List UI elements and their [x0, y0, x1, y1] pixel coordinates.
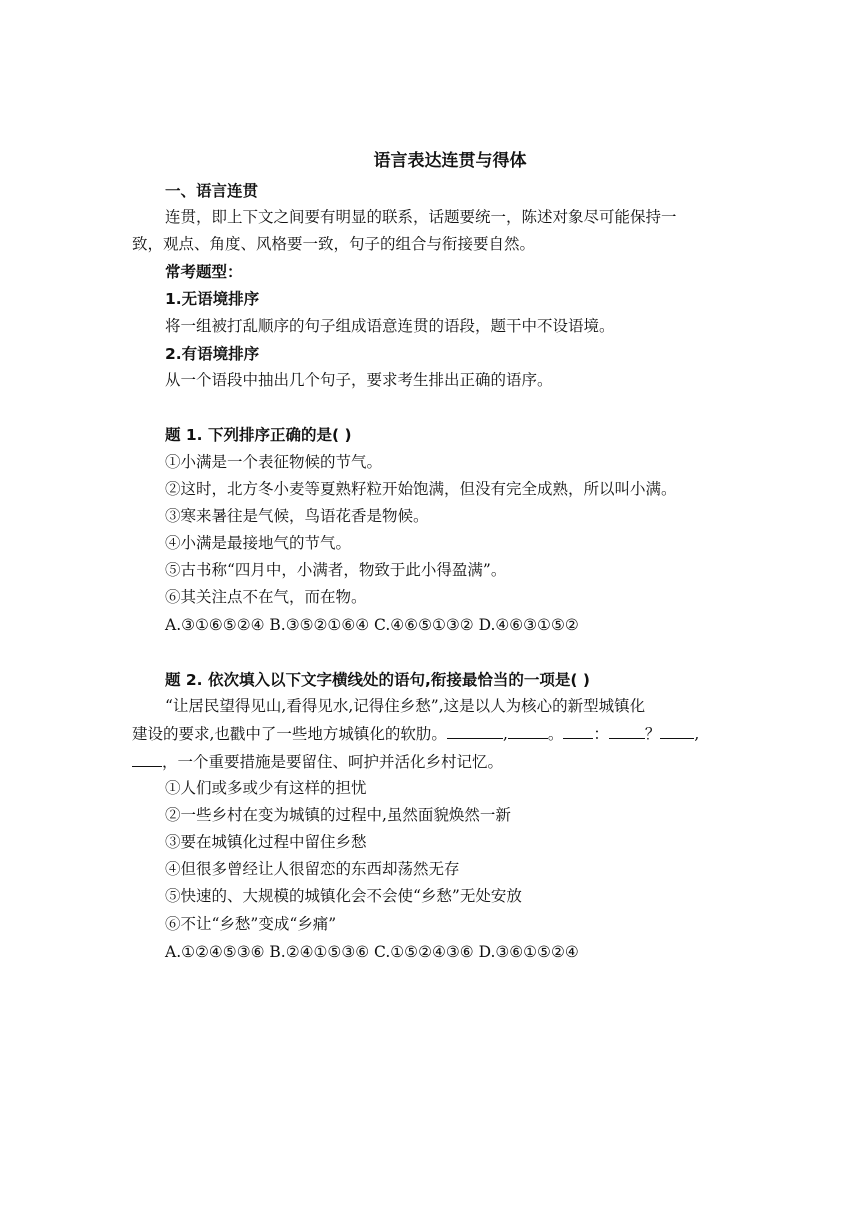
q2-item: ③要在城镇化过程中留住乡愁	[165, 833, 367, 851]
blank	[132, 750, 162, 767]
blank	[508, 722, 548, 739]
definition-line-2: 致，观点、角度、风格要一致，句子的组合与衔接要自然。	[132, 235, 536, 253]
q2-options: A.①②④⑤③⑥ B.②④①⑤③⑥ C.①⑤②④③⑥ D.③⑥①⑤②④	[165, 943, 579, 961]
type1-desc: 将一组被打乱顺序的句子组成语意连贯的语段，题干中不设语境。	[165, 317, 615, 335]
passage-text: ，一个重要措施是要留住、呵护并活化乡村记忆。	[162, 753, 504, 771]
q2-item: ④但很多曾经让人很留恋的东西却荡然无存	[165, 860, 460, 878]
q1-item: ①小满是一个表征物候的节气。	[165, 453, 383, 471]
definition-line-1: 连贯，即上下文之间要有明显的联系，话题要统一，陈述对象尽可能保持一	[165, 208, 677, 226]
punct: ？	[644, 725, 661, 743]
types-heading: 常考题型：	[165, 263, 243, 281]
q2-item: ⑤快速的、大规模的城镇化会不会使“乡愁”无处安放	[165, 887, 522, 905]
q1-options: A.③①⑥⑤②④ B.③⑤②①⑥④ C.④⑥⑤①③② D.④⑥③①⑤②	[165, 616, 579, 634]
q2-passage-line-2	[132, 722, 699, 745]
q2-item: ⑥不让“乡愁”变成“乡痛”	[165, 915, 337, 933]
type1-title: 1.无语境排序	[165, 290, 260, 308]
q1-item: ③寒来暑往是气候，鸟语花香是物候。	[165, 507, 429, 525]
q1-item: ⑥其关注点不在气，而在物。	[165, 588, 367, 606]
type2-desc: 从一个语段中抽出几个句子，要求考生排出正确的语序。	[165, 371, 553, 389]
q2-passage-line-3	[132, 750, 503, 773]
q2-item: ②一些乡村在变为城镇的过程中,虽然面貌焕然一新	[165, 806, 511, 824]
q1-stem: 题 1. 下列排序正确的是( )	[165, 426, 352, 444]
passage-text: 建设的要求,也戳中了一些地方城镇化的软肋。	[132, 725, 447, 743]
section-heading: 一、语言连贯	[165, 182, 259, 200]
blank	[447, 722, 503, 739]
punct: ：	[593, 725, 609, 743]
blank	[660, 722, 694, 739]
q2-item: ①人们或多或少有这样的担忧	[165, 779, 367, 797]
q1-item: ④小满是最接地气的节气。	[165, 534, 352, 552]
q2-passage-line-1: “让居民望得见山,看得见水,记得住乡愁”,这是以人为核心的新型城镇化	[165, 697, 646, 715]
q2-stem: 题 2. 依次填入以下文字横线处的语句,衔接最恰当的一项是( )	[165, 671, 590, 689]
q1-item: ②这时，北方冬小麦等夏熟籽粒开始饱满，但没有完全成熟，所以叫小满。	[165, 480, 677, 498]
type2-title: 2.有语境排序	[165, 345, 260, 363]
blank	[609, 722, 645, 739]
punct: ,	[502, 725, 508, 743]
punct: 。	[547, 725, 564, 743]
document-title: 语言表达连贯与得体	[373, 151, 527, 171]
q1-item: ⑤古书称“四月中，小满者，物致于此小得盈满”。	[165, 561, 507, 579]
punct: ,	[694, 725, 700, 743]
blank	[563, 722, 593, 739]
